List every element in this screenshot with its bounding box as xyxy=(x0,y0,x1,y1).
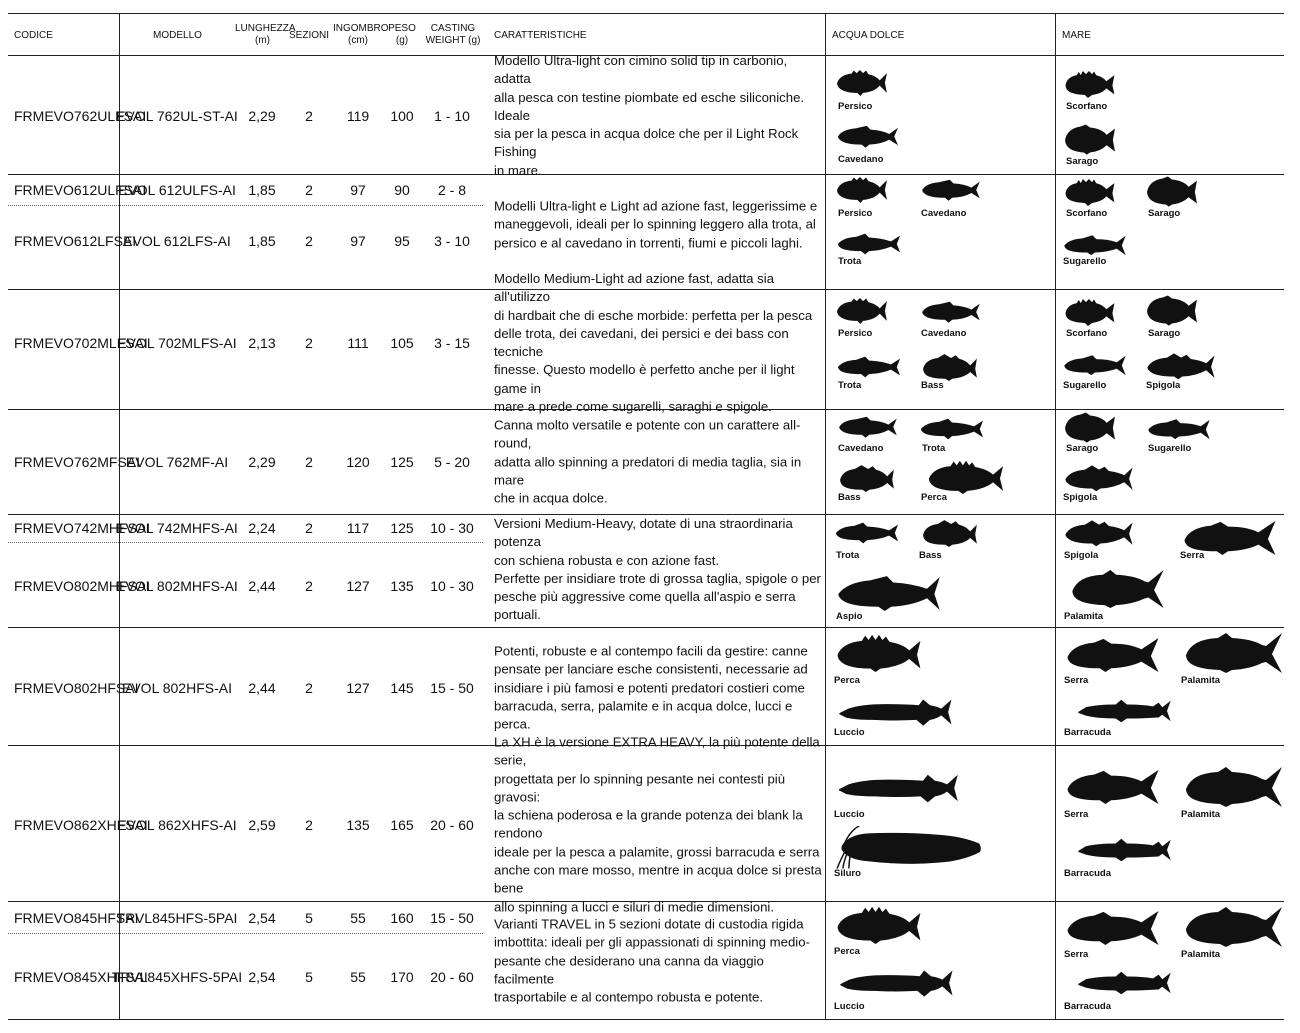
cavedano-fish-icon xyxy=(836,124,900,149)
fish-label: Persico xyxy=(838,328,873,339)
description xyxy=(494,915,822,1006)
cell-model: EVOL 762MF-AI xyxy=(125,454,229,470)
cell-sections: 2 xyxy=(305,680,313,696)
description xyxy=(494,734,822,917)
description-line: Varianti TRAVEL in 5 sezioni dotate di custodia rigida xyxy=(494,916,804,932)
cell-ingombro: 55 xyxy=(350,969,366,985)
fish-label: Serra xyxy=(1064,675,1089,686)
row-rule xyxy=(8,1019,1284,1020)
description-line: in mare. xyxy=(494,162,542,178)
description-line: sia per la pesca in acqua dolce che per il Light Rock Fishing xyxy=(494,126,799,160)
cell-casting: 3 - 15 xyxy=(434,335,470,351)
cell-code: FRMEVO802HFSAI xyxy=(14,680,139,696)
fish-label: Spigola xyxy=(1146,380,1181,391)
header-ingombro-l1: INGOMBRO xyxy=(333,23,389,34)
cell-length: 2,29 xyxy=(248,454,276,470)
description xyxy=(494,416,822,507)
sub-row-separator xyxy=(8,205,483,206)
header-casting-l1: CASTING xyxy=(430,23,476,34)
bass-fish-icon xyxy=(836,464,898,492)
palamita-fish-icon xyxy=(1180,767,1288,807)
cell-casting: 2 - 8 xyxy=(437,182,467,198)
cell-casting: 3 - 10 xyxy=(434,233,470,249)
cell-ingombro: 111 xyxy=(347,335,369,351)
aspio-fish-icon xyxy=(834,574,944,612)
header-lunghezza xyxy=(235,23,296,47)
perca-fish-icon xyxy=(832,906,926,944)
fish-label: Trota xyxy=(838,380,862,391)
description-line: Perfette per insidiare trote di grossa taglia, spigole o per xyxy=(494,571,821,586)
fish-label: Sarago xyxy=(1148,208,1181,219)
trota-fish-icon xyxy=(836,356,902,378)
header-sezioni: SEZIONI xyxy=(289,30,330,41)
barracuda-fish-icon xyxy=(1062,836,1188,864)
luccio-fish-icon xyxy=(832,770,966,806)
fish-label: Trota xyxy=(922,443,946,454)
header-modello: MODELLO xyxy=(153,30,202,41)
serra-fish-icon xyxy=(1062,910,1164,946)
cell-model: EVOL 762UL-ST-AI xyxy=(116,108,238,124)
description-line: pesche più aggressive come quella all'aspio e serra portuali. xyxy=(494,589,796,623)
cell-ingombro: 120 xyxy=(346,454,370,470)
luccio-fish-icon xyxy=(832,966,962,1000)
cell-model: EVOL 802HFS-AI xyxy=(122,680,232,696)
description-line: che in acqua dolce. xyxy=(494,490,608,506)
fish-label: Luccio xyxy=(834,1001,865,1012)
cell-code: FRMEVO802MHFSAI xyxy=(14,578,151,594)
description-line: Modello Medium-Light ad azione fast, adatta sia all'utilizzo xyxy=(494,270,775,305)
col-rule xyxy=(1055,13,1056,1019)
fish-label: Luccio xyxy=(834,727,865,738)
description-line: Modello Ultra-light con cimino solid tip in carbonio, adatta xyxy=(494,52,788,87)
cell-sections: 2 xyxy=(305,578,313,594)
fish-label: Serra xyxy=(1064,949,1089,960)
barracuda-fish-icon xyxy=(1062,697,1188,725)
description-line: maneggevoli, ideali per lo spinning leggero alla trota, al xyxy=(494,216,816,232)
cell-casting: 20 - 60 xyxy=(430,969,474,985)
fish-label: Perca xyxy=(921,492,947,503)
serra-fish-icon xyxy=(1062,637,1164,673)
description-line: barracuda, serra, palamite e in acqua dolce, lucci e perca. xyxy=(494,698,793,732)
cell-model: EVOL 612ULFS-AI xyxy=(118,182,236,198)
scorfano-fish-icon xyxy=(1064,178,1116,206)
cell-length: 1,85 xyxy=(248,233,276,249)
header-acqua-dolce: ACQUA DOLCE xyxy=(832,30,905,41)
cell-weight: 165 xyxy=(390,817,414,833)
description-line: allo spinning a lucci e siluri di medie dimensioni. xyxy=(494,899,775,915)
cell-code: FRMEVO862XHFSAI xyxy=(14,817,148,833)
sarago-fish-icon xyxy=(1064,411,1116,443)
description-line: imbottita: ideali per gli appassionati di spinning medio- xyxy=(494,934,810,950)
header-codice: CODICE xyxy=(14,30,53,41)
cell-weight: 105 xyxy=(390,335,414,351)
description-line: con schiena robusta e con azione fast. xyxy=(494,552,720,568)
cell-weight: 145 xyxy=(390,680,414,696)
persico-fish-icon xyxy=(836,298,888,324)
sarago-fish-icon xyxy=(1146,294,1198,326)
cell-ingombro: 97 xyxy=(350,233,366,249)
cell-length: 2,44 xyxy=(248,680,276,696)
siluro-fish-icon xyxy=(832,826,986,870)
cell-weight: 125 xyxy=(390,454,414,470)
fish-label: Serra xyxy=(1064,809,1089,820)
description xyxy=(494,52,822,180)
description-line: insidiare i più famosi e potenti predatori costieri come xyxy=(494,679,805,695)
persico-fish-icon xyxy=(836,70,888,96)
cell-code: FRMEVO702MLFSAI xyxy=(14,335,148,351)
description-line: mare a prede come sugarelli, saraghi e spigole. xyxy=(494,398,772,414)
description-line: Versioni Medium-Heavy, dotate di una straordinaria potenza xyxy=(494,516,793,550)
cell-length: 2,59 xyxy=(248,817,276,833)
sarago-fish-icon xyxy=(1146,175,1198,207)
fish-label: Bass xyxy=(921,380,944,391)
fish-label: Siluro xyxy=(834,868,861,879)
fish-label: Sugarello xyxy=(1148,443,1192,454)
cell-ingombro: 97 xyxy=(350,182,366,198)
description xyxy=(494,642,822,733)
cell-ingombro: 135 xyxy=(346,817,370,833)
fish-label: Scorfano xyxy=(1066,101,1108,112)
cell-ingombro: 117 xyxy=(346,520,370,536)
col-rule xyxy=(825,13,826,1019)
description xyxy=(494,515,822,625)
fish-label: Palamita xyxy=(1181,949,1221,960)
luccio-fish-icon xyxy=(832,695,960,729)
description-line: ideale per la pesca a palamite, grossi barracuda e serra xyxy=(494,844,820,860)
fish-label: Cavedano xyxy=(838,443,884,454)
trota-fish-icon xyxy=(919,418,985,440)
col-rule xyxy=(119,13,120,1019)
fish-label: Palamita xyxy=(1181,675,1221,686)
cell-model: EVOL 862XHFS-AI xyxy=(117,817,237,833)
sugarello-fish-icon xyxy=(1062,234,1128,257)
cell-casting: 10 - 30 xyxy=(430,520,474,536)
cell-weight: 100 xyxy=(390,108,414,124)
fish-label: Trota xyxy=(838,256,862,267)
fish-label: Sarago xyxy=(1066,156,1099,167)
fish-label: Trota xyxy=(836,550,860,561)
header-ingombro xyxy=(333,23,389,47)
cell-length: 2,13 xyxy=(248,335,276,351)
description-line: Potenti, robuste e al contempo facili da gestire: canne xyxy=(494,643,808,659)
header-casting-l2: WEIGHT (g) xyxy=(425,35,481,46)
cell-sections: 2 xyxy=(305,335,313,351)
cell-sections: 2 xyxy=(305,182,313,198)
cell-length: 1,85 xyxy=(248,182,276,198)
cell-ingombro: 127 xyxy=(346,680,370,696)
fish-label: Cavedano xyxy=(921,328,967,339)
description-line: persico e al cavedano in torrenti, fiumi e piccoli laghi. xyxy=(494,235,803,251)
cell-ingombro: 119 xyxy=(346,108,370,124)
description-line: trasportabile e al contempo robusta e potente. xyxy=(494,989,764,1005)
cell-sections: 2 xyxy=(305,108,313,124)
description-line: anche con mare mosso, mentre in acqua dolce si presta bene xyxy=(494,862,822,896)
fish-label: Perca xyxy=(834,675,860,686)
cell-model: EVOL 802MHFS-AI xyxy=(116,578,238,594)
cell-code: FRMEVO762MFSAI xyxy=(14,454,141,470)
description-line: pensate per lanciare esche consistenti, necessarie ad xyxy=(494,661,808,677)
description-line: delle trota, dei cavedani, dei persici e dei bass con tecniche xyxy=(494,325,789,359)
spigola-fish-icon xyxy=(1062,519,1136,547)
trota-fish-icon xyxy=(836,233,902,255)
cell-model: EVOL 742MHFS-AI xyxy=(116,520,238,536)
cell-code: FRMEVO612LFSAI xyxy=(14,233,137,249)
serra-fish-icon xyxy=(1062,769,1164,805)
fish-label: Barracuda xyxy=(1064,727,1111,738)
cell-sections: 2 xyxy=(305,233,313,249)
scorfano-fish-icon xyxy=(1064,70,1116,98)
fish-label: Persico xyxy=(838,101,873,112)
cell-ingombro: 55 xyxy=(350,910,366,926)
cell-length: 2,29 xyxy=(248,108,276,124)
description-line: finesse. Questo modello è perfetto anche per il light game in xyxy=(494,362,795,396)
cell-length: 2,54 xyxy=(248,910,276,926)
fish-label: Sarago xyxy=(1066,443,1099,454)
perca-fish-icon xyxy=(919,460,1013,494)
bass-fish-icon xyxy=(919,519,981,547)
cell-model: EVOL 702MLFS-AI xyxy=(117,335,237,351)
cavedano-fish-icon xyxy=(919,300,983,324)
cell-weight: 135 xyxy=(390,578,414,594)
fish-label: Scorfano xyxy=(1066,328,1108,339)
fish-label: Serra xyxy=(1180,550,1205,561)
description xyxy=(494,198,822,253)
cell-weight: 90 xyxy=(394,182,410,198)
cell-model: TRVL845HFS-5PAI xyxy=(116,910,238,926)
bass-fish-icon xyxy=(919,353,981,381)
palamita-fish-icon xyxy=(1180,633,1288,673)
cell-length: 2,24 xyxy=(248,520,276,536)
palamita-fish-icon xyxy=(1180,907,1288,947)
cell-weight: 160 xyxy=(390,910,414,926)
description-line: La XH è la versione EXTRA HEAVY, la più potente della serie, xyxy=(494,734,820,768)
cell-model: TRVL845XHFS-5PAI xyxy=(111,969,243,985)
cavedano-fish-icon xyxy=(919,178,983,202)
cell-length: 2,54 xyxy=(248,969,276,985)
barracuda-fish-icon xyxy=(1062,969,1188,997)
spigola-fish-icon xyxy=(1144,352,1218,380)
fish-label: Scorfano xyxy=(1066,208,1108,219)
row-rule xyxy=(8,627,1284,628)
sugarello-fish-icon xyxy=(1062,354,1128,377)
sugarello-fish-icon xyxy=(1146,418,1212,441)
description-line: alla pesca con testine piombate ed esche siliconiche. Ideale xyxy=(494,89,805,123)
cell-code: FRMEVO742MHFSAI xyxy=(14,520,151,536)
cell-sections: 5 xyxy=(305,969,313,985)
description-line: la schiena poderosa e la grande potenza dei blank la rendono xyxy=(494,807,803,841)
persico-fish-icon xyxy=(836,177,888,203)
cell-casting: 10 - 30 xyxy=(430,578,474,594)
cavedano-fish-icon xyxy=(836,415,900,439)
cell-code: FRMEVO612ULFSAI xyxy=(14,182,147,198)
sub-row-separator xyxy=(8,542,483,543)
cell-weight: 95 xyxy=(394,233,410,249)
spigola-fish-icon xyxy=(1062,464,1136,492)
cell-code: FRMEVO845HFSAI xyxy=(14,910,139,926)
fish-label: Barracuda xyxy=(1064,868,1111,879)
palamita-fish-icon xyxy=(1062,570,1174,608)
header-peso xyxy=(387,23,417,47)
fish-label: Persico xyxy=(838,208,873,219)
cell-sections: 2 xyxy=(305,817,313,833)
cell-code: FRMEVO845XHFSAI xyxy=(14,969,148,985)
cell-code: FRMEVO762ULFSAI xyxy=(14,108,147,124)
description-line: Canna molto versatile e potente con un carattere all-round, xyxy=(494,417,801,451)
fish-label: Barracuda xyxy=(1064,1001,1111,1012)
header-casting xyxy=(423,23,483,47)
perca-fish-icon xyxy=(832,634,926,672)
fish-label: Perca xyxy=(834,946,860,957)
sub-row-separator xyxy=(8,933,483,934)
cell-sections: 2 xyxy=(305,454,313,470)
fish-label: Spigola xyxy=(1064,550,1099,561)
cell-length: 2,44 xyxy=(248,578,276,594)
fish-label: Aspio xyxy=(836,611,863,622)
header-lunghezza-l2: (m) xyxy=(255,35,270,46)
fish-label: Bass xyxy=(838,492,861,503)
table-top-rule xyxy=(8,13,1284,14)
header-lunghezza-l1: LUNGHEZZA xyxy=(235,23,296,34)
description-line: progettata per lo spinning pesante nei contesti più gravosi: xyxy=(494,771,786,805)
trota-fish-icon xyxy=(834,522,900,544)
fish-label: Sugarello xyxy=(1063,256,1107,267)
cell-casting: 1 - 10 xyxy=(434,108,470,124)
cell-ingombro: 127 xyxy=(346,578,370,594)
fish-label: Sarago xyxy=(1148,328,1181,339)
header-caratteristiche: CARATTERISTICHE xyxy=(494,30,587,41)
fish-label: Cavedano xyxy=(838,154,884,165)
fish-label: Spigola xyxy=(1063,492,1098,503)
description-line: pesante che desiderano una canna da viaggio facilmente xyxy=(494,952,764,987)
cell-sections: 5 xyxy=(305,910,313,926)
header-ingombro-l2: (cm) xyxy=(348,35,368,46)
header-peso-l1: PESO xyxy=(388,23,416,34)
fish-label: Palamita xyxy=(1064,611,1104,622)
cell-model: EVOL 612LFS-AI xyxy=(123,233,231,249)
description xyxy=(494,270,822,416)
cell-casting: 15 - 50 xyxy=(430,680,474,696)
fish-label: Palamita xyxy=(1181,809,1221,820)
fish-label: Cavedano xyxy=(921,208,967,219)
cell-weight: 170 xyxy=(390,969,414,985)
cell-casting: 15 - 50 xyxy=(430,910,474,926)
cell-casting: 5 - 20 xyxy=(434,454,470,470)
fish-label: Sugarello xyxy=(1063,380,1107,391)
description-line: Modelli Ultra-light e Light ad azione fast, leggerissime e xyxy=(494,198,818,214)
sarago-fish-icon xyxy=(1064,123,1116,155)
header-mare: MARE xyxy=(1062,30,1091,41)
scorfano-fish-icon xyxy=(1064,298,1116,326)
cell-weight: 125 xyxy=(390,520,414,536)
cell-sections: 2 xyxy=(305,520,313,536)
header-peso-l2: (g) xyxy=(395,35,409,46)
description-line: adatta allo spinning a predatori di media taglia, sia in mare xyxy=(494,453,802,488)
cell-casting: 20 - 60 xyxy=(430,817,474,833)
fish-label: Bass xyxy=(919,550,942,561)
fish-label: Luccio xyxy=(834,809,865,820)
description-line: di hardbait che di esche morbide: perfetta per la pesca xyxy=(494,307,813,323)
